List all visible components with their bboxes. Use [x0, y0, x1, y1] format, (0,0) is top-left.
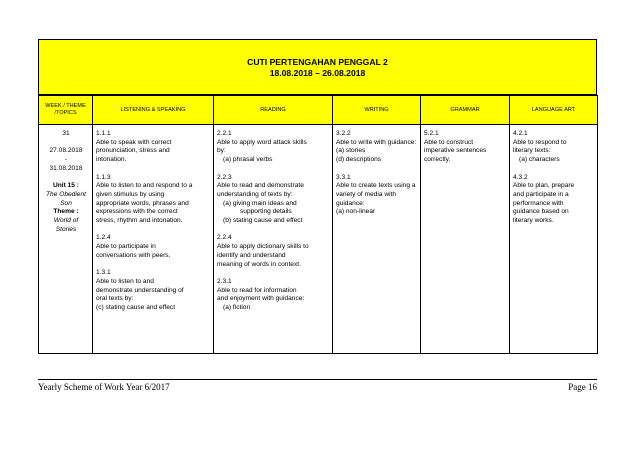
holiday-banner	[38, 39, 597, 95]
standard-text: pronunciation, stress and	[96, 147, 170, 155]
standard-text: variety of media with	[336, 190, 397, 198]
header-listening: LISTENING & SPEAKING	[93, 96, 214, 125]
standard-text: Able to respond to	[513, 138, 567, 146]
standard-text: (a) phrasal verbs	[223, 156, 273, 164]
standard-text: correctly.	[424, 156, 451, 164]
writing-cell	[333, 125, 421, 354]
standard-code: 1.1.1	[96, 130, 111, 137]
standard-text: (a) fiction	[223, 304, 251, 312]
standard-text: and participate in a	[513, 190, 569, 198]
listening-cell	[93, 125, 214, 354]
week-end-date: 31.08.2018	[49, 164, 83, 172]
standard-text: (a) non-linear	[336, 208, 376, 216]
standard-code: 3.2.2	[336, 130, 351, 137]
unit-label: Unit 15 :	[52, 182, 79, 190]
standard-code: 4.2.1	[513, 130, 528, 137]
standard-text: guidance based on	[513, 208, 569, 216]
header-reading: READING	[214, 96, 333, 125]
standard-text: meaning of words in context.	[217, 260, 301, 268]
standard-code: 3.3.1	[336, 173, 351, 181]
standard-text: (a) giving main ideas and	[223, 199, 297, 207]
standard-text: Able to apply word attack skills	[217, 138, 307, 146]
week-start-date: 27.08.2018	[49, 147, 83, 155]
theme-line: Stories	[55, 225, 77, 233]
standard-code: 2.3.1	[217, 277, 232, 285]
standard-text: Able to read and demonstrate	[217, 182, 304, 190]
standard-text: expressions with the correct	[96, 208, 178, 216]
banner-dates: 18.08.2018 – 26.08.2018	[269, 68, 366, 78]
header-writing: WRITING	[333, 96, 421, 125]
standard-text: Able to apply dictionary skills to	[217, 243, 309, 251]
theme-line: World of	[53, 217, 79, 224]
standard-text: oral texts by:	[96, 295, 134, 303]
standard-text: Able to create texts using a	[336, 182, 416, 190]
standard-text: Able to write with guidance:	[336, 138, 417, 146]
standard-text: identify and understand	[217, 251, 286, 259]
footer-rule	[38, 379, 597, 380]
standard-text: (a) characters	[519, 156, 560, 164]
standard-text: performance with	[513, 199, 564, 207]
unit-title-line: The Obedient	[46, 190, 86, 198]
standard-text: Able to speak with correct	[96, 138, 172, 146]
standard-text: supporting details	[240, 208, 292, 216]
scheme-table	[38, 95, 598, 354]
language-art-cell	[510, 125, 598, 354]
standard-text: literary works.	[513, 217, 554, 225]
standard-text: stress, rhythm and intonation.	[96, 217, 183, 225]
standard-text: given stimulus by using	[96, 190, 165, 198]
header-grammar: GRAMMAR	[421, 96, 510, 125]
standard-text: Able to participate in	[96, 243, 156, 251]
standard-code: 2.2.4	[217, 234, 232, 242]
standard-code: 1.3.1	[96, 269, 111, 277]
standard-text: intonation.	[96, 156, 127, 164]
standard-code: 1.1.3	[96, 173, 111, 181]
theme-label: Theme :	[53, 208, 79, 216]
standard-code: 1.2.4	[96, 234, 111, 242]
unit-title-line: Son	[60, 199, 72, 207]
header-week: WEEK / THEME /TOPICS	[39, 96, 93, 125]
standard-text: (b) stating cause and effect	[223, 217, 303, 225]
standard-text: (a) stories	[336, 147, 366, 155]
week-number: 31	[62, 130, 70, 137]
standard-text: appropriate words, phrases and	[96, 199, 189, 207]
standard-text: Able to listen to and	[96, 277, 154, 285]
standard-text: Able to construct	[424, 138, 474, 146]
standard-text: (d) descriptions	[336, 156, 382, 164]
standard-text: guidance:	[336, 199, 365, 207]
standard-text: demonstrate understanding of	[96, 286, 184, 294]
standard-code: 4.3.2	[513, 173, 528, 181]
header-row	[39, 96, 598, 125]
standard-text: literary texts:	[513, 147, 551, 155]
standard-text: and enjoyment with guidance:	[217, 295, 305, 303]
header-language-art: LANGUAGE ART	[510, 96, 598, 125]
standard-code: 5.2.1	[424, 130, 439, 137]
standard-text: (c) stating cause and effect	[96, 304, 176, 312]
standard-text: imperative sentences	[424, 147, 487, 155]
week-cell	[39, 125, 93, 354]
footer-title: Yearly Scheme of Work Year 6/2017	[38, 382, 170, 392]
standard-text: understanding of texts by:	[217, 190, 293, 198]
standard-text: Able to plan, prepare	[513, 182, 575, 190]
table-row	[39, 125, 598, 354]
standard-text: conversations with peers.	[96, 251, 171, 259]
grammar-cell	[421, 125, 510, 354]
week-date-dash: -	[64, 156, 68, 164]
standard-text: by:	[217, 147, 226, 155]
banner-title: CUTI PERTENGAHAN PENGGAL 2	[247, 57, 388, 67]
standard-code: 2.2.1	[217, 130, 232, 137]
page-number: Page 16	[568, 382, 597, 392]
standard-text: Able to read for information	[217, 286, 297, 294]
standard-text: Able to listen to and respond to a	[96, 182, 193, 190]
reading-cell	[214, 125, 333, 354]
standard-code: 2.2.3	[217, 173, 232, 181]
